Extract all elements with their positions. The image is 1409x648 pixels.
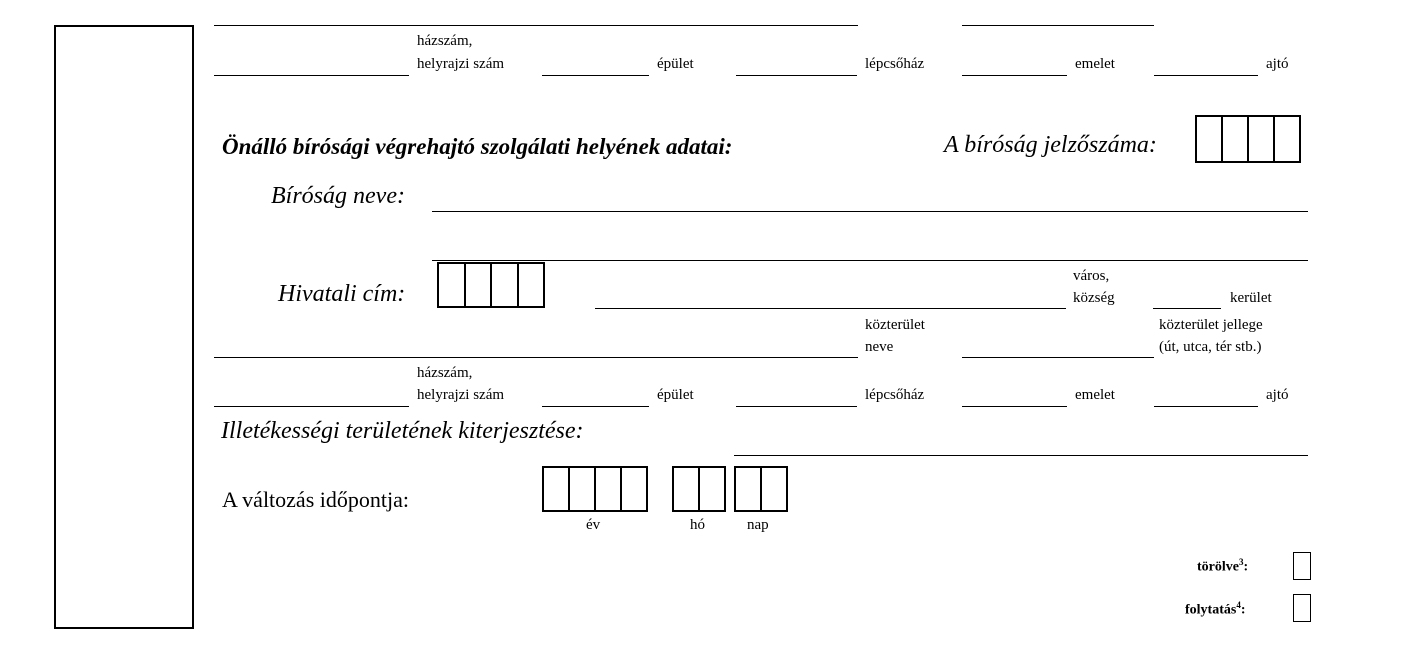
office-address-label: Hivatali cím: bbox=[278, 281, 406, 307]
epulet-label: épület bbox=[657, 387, 694, 403]
street-type-line[interactable] bbox=[962, 357, 1154, 358]
day-boxes[interactable] bbox=[734, 466, 788, 512]
court-code-cell[interactable] bbox=[1197, 117, 1223, 161]
day-cell[interactable] bbox=[762, 468, 788, 510]
kozterulet-neve-label-2: neve bbox=[865, 339, 894, 355]
hazszam-label-1: házszám, bbox=[417, 365, 473, 381]
kerulet-label: kerület bbox=[1230, 290, 1272, 306]
lepcsohaz-label: lépcsőház bbox=[865, 387, 925, 403]
postcode-cell[interactable] bbox=[519, 264, 546, 306]
top-epulet-label: épület bbox=[657, 56, 694, 72]
day-label: nap bbox=[747, 517, 769, 533]
top-hazszam-line[interactable] bbox=[214, 75, 409, 76]
section-title: Önálló bírósági végrehajtó szolgálati helyének adatai: bbox=[222, 134, 733, 159]
postcode-cell[interactable] bbox=[466, 264, 493, 306]
varos-label-1: város, bbox=[1073, 268, 1110, 284]
postcode-boxes[interactable] bbox=[437, 262, 545, 308]
court-name-label: Bíróság neve: bbox=[271, 183, 405, 209]
month-label: hó bbox=[690, 517, 705, 533]
court-code-boxes[interactable] bbox=[1195, 115, 1301, 163]
top-hazszam-label-2: helyrajzi szám bbox=[417, 56, 505, 72]
top-type-line[interactable] bbox=[962, 25, 1154, 26]
top-emelet-label: emelet bbox=[1075, 56, 1115, 72]
varos-label-2: község bbox=[1073, 290, 1115, 306]
postcode-cell[interactable] bbox=[492, 264, 519, 306]
top-epulet-line[interactable] bbox=[542, 75, 649, 76]
continuation-label: folytatás$^4$: bbox=[1185, 600, 1246, 618]
month-cell[interactable] bbox=[700, 468, 726, 510]
emelet-label: emelet bbox=[1075, 387, 1115, 403]
street-name-line[interactable] bbox=[214, 357, 858, 358]
extension-line[interactable] bbox=[734, 455, 1308, 456]
court-code-cell[interactable] bbox=[1275, 117, 1301, 161]
court-name-line-1[interactable] bbox=[432, 211, 1308, 212]
year-cell[interactable] bbox=[570, 468, 596, 510]
top-emelet-line[interactable] bbox=[962, 75, 1067, 76]
postcode-cell[interactable] bbox=[439, 264, 466, 306]
continuation-checkbox[interactable] bbox=[1293, 594, 1311, 622]
month-boxes[interactable] bbox=[672, 466, 726, 512]
year-boxes[interactable] bbox=[542, 466, 648, 512]
emelet-line[interactable] bbox=[962, 406, 1067, 407]
top-hazszam-label-1: házszám, bbox=[417, 33, 473, 49]
ajto-label: ajtó bbox=[1266, 387, 1289, 403]
hazszam-line[interactable] bbox=[214, 406, 409, 407]
year-cell[interactable] bbox=[596, 468, 622, 510]
change-date-label: A változás időpontja: bbox=[222, 487, 409, 512]
left-margin-box bbox=[54, 25, 194, 629]
ajto-line[interactable] bbox=[1154, 406, 1258, 407]
court-code-cell[interactable] bbox=[1249, 117, 1275, 161]
kozterulet-neve-label-1: közterület bbox=[865, 317, 925, 333]
epulet-line[interactable] bbox=[542, 406, 649, 407]
top-street-line[interactable] bbox=[214, 25, 858, 26]
hazszam-label-2: helyrajzi szám bbox=[417, 387, 505, 403]
year-cell[interactable] bbox=[544, 468, 570, 510]
city-line[interactable] bbox=[595, 308, 1066, 309]
court-code-cell[interactable] bbox=[1223, 117, 1249, 161]
day-cell[interactable] bbox=[736, 468, 762, 510]
year-label: év bbox=[586, 517, 601, 533]
year-cell[interactable] bbox=[622, 468, 648, 510]
month-cell[interactable] bbox=[674, 468, 700, 510]
top-lepcsohaz-label: lépcsőház bbox=[865, 56, 925, 72]
deleted-label: törölve$^3$: bbox=[1197, 557, 1249, 575]
top-lepcsohaz-line[interactable] bbox=[736, 75, 857, 76]
top-ajto-line[interactable] bbox=[1154, 75, 1258, 76]
top-ajto-label: ajtó bbox=[1266, 56, 1289, 72]
deleted-checkbox[interactable] bbox=[1293, 552, 1311, 580]
court-name-line-2[interactable] bbox=[432, 260, 1308, 261]
kerulet-line[interactable] bbox=[1153, 308, 1221, 309]
court-code-label: A bíróság jelzőszáma: bbox=[944, 132, 1157, 158]
lepcsohaz-line[interactable] bbox=[736, 406, 857, 407]
extension-label: Illetékességi területének kiterjesztése: bbox=[221, 418, 584, 444]
kozterulet-jellege-label-2: (út, utca, tér stb.) bbox=[1159, 339, 1262, 355]
kozterulet-jellege-label-1: közterület jellege bbox=[1159, 317, 1263, 333]
